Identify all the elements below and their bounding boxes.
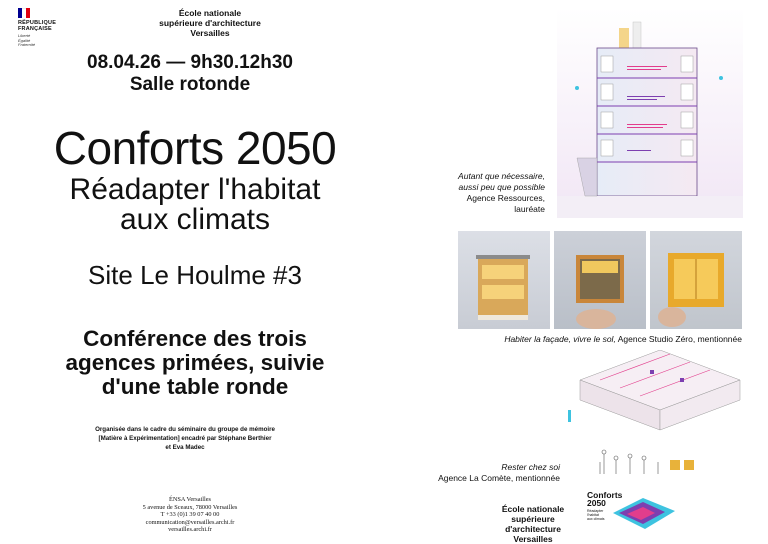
poster-thumb-title-line2: 2050 — [587, 498, 606, 508]
project-2-title: Habiter la façade, vivre le sol, — [504, 334, 616, 344]
project-1-title-line1: Autant que nécessaire, — [458, 171, 545, 181]
organisation-note — [70, 425, 300, 452]
address-phone: T +33 (0)1 39 07 40 00 — [160, 511, 220, 518]
poster-thumb-subtitle — [587, 509, 605, 521]
logo-motto3: Fraternité — [18, 42, 36, 47]
poster-thumb-graphic — [613, 493, 675, 533]
address-line1: ÉNSA Versailles — [168, 496, 212, 503]
organised-line3: et Eva Madec — [165, 444, 205, 451]
logo-motto2: Égalité — [18, 37, 31, 43]
project-2-agency-award: Agence Studio Zéro, mentionnée — [617, 334, 742, 344]
school-line1: École nationale — [178, 8, 242, 18]
project-1-title-line2: aussi peu que possible — [458, 182, 545, 192]
event-title: Conforts 2050 — [53, 122, 337, 174]
logo-motto1: Liberté — [18, 33, 31, 38]
project-3-caption — [400, 462, 560, 484]
logo-line2: FRANÇAISE — [18, 26, 52, 32]
footer-school-line1: École nationale — [501, 504, 565, 514]
french-flag-icon — [18, 8, 30, 18]
project-1-agency: Agence Ressources, — [466, 193, 545, 203]
model-photo-2 — [554, 231, 646, 329]
subtitle-line2: aux climats — [119, 203, 271, 236]
project-3-title: Rester chez soi — [501, 462, 560, 472]
event-date — [60, 52, 320, 96]
project-1-award: lauréate — [514, 204, 545, 214]
subtitle-line1: Réadapter l'habitat — [69, 173, 321, 206]
poster-thumb-subtitle-line1: Réadapter — [587, 509, 604, 513]
republique-francaise-logo — [18, 8, 78, 48]
building-section-drawing — [557, 8, 743, 218]
footer-school-name — [483, 504, 583, 544]
poster-thumb-title-line1: Conforts — [587, 490, 623, 500]
axonometric-plan-drawing — [560, 350, 750, 480]
conference-line2: agences primées, suivie — [65, 350, 325, 375]
organised-line1: Organisée dans le cadre du séminaire du groupe de mémoire — [95, 426, 275, 433]
logo-line1: RÉPUBLIQUE — [18, 20, 57, 26]
address-block — [110, 496, 270, 534]
school-line3: Versailles — [190, 28, 230, 38]
event-site: Site Le Houlme #3 — [88, 260, 302, 290]
project-3-agency-award: Agence La Comète, mentionnée — [438, 473, 560, 483]
school-header — [130, 8, 290, 38]
address-website: versailles.archi.fr — [168, 526, 212, 533]
conference-line3: d'une table ronde — [101, 374, 289, 399]
event-date-time: 08.04.26 — 9h30.12h30 — [87, 52, 293, 73]
address-line2: 5 avenue de Sceaux, 78000 Versailles — [142, 503, 238, 511]
project-1-caption — [415, 171, 545, 215]
footer-school-line2: supérieure d'architecture — [505, 514, 561, 534]
event-subtitle — [0, 175, 390, 235]
model-photo-1 — [458, 231, 550, 329]
poster-thumb-subtitle-line3: aux climats — [587, 517, 605, 521]
project-2-caption — [420, 334, 742, 345]
conference-line1: Conférence des trois — [83, 326, 307, 351]
address-email: communication@versailles.archi.fr — [145, 518, 235, 526]
model-photo-3 — [650, 231, 742, 329]
footer-school-line3: Versailles — [513, 534, 553, 544]
conference-description — [20, 327, 370, 399]
organised-line2: [Matière à Expérimentation] encadré par Stéphane Berthier — [98, 435, 272, 442]
poster-thumb-subtitle-line2: l'habitat — [587, 513, 599, 517]
poster-thumbnail — [585, 490, 677, 535]
school-line2: supérieure d'architecture — [159, 18, 261, 28]
event-room: Salle rotonde — [129, 74, 251, 95]
